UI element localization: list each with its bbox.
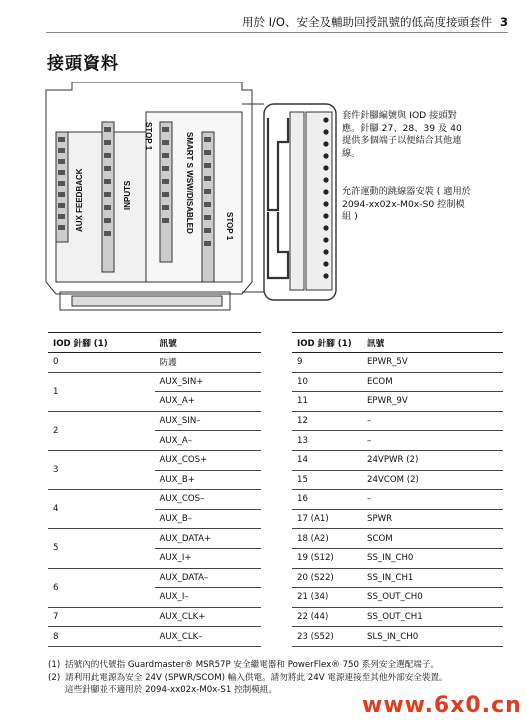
page-header [242,14,508,30]
table-row [292,392,503,412]
signal-cell: ECOM [362,372,503,392]
signal-cell: EPWR_9V [362,392,503,412]
signal-cell: – [362,431,503,451]
table-row [292,548,503,568]
table-row [292,411,503,431]
connector-diagram [42,82,338,314]
table-row: AUX_I+ [48,548,261,568]
watermark-logo: www.6x0.cn [362,693,522,718]
pin-cell: 15 [292,470,362,490]
label-stop-bottom: STOP 1 [225,212,234,241]
table-row: 5 AUX_DATA+ [48,529,261,549]
pin-cell: 21 (34) [292,588,362,608]
figure-note-jumper: 允許運動的跳線器安裝 ( 適用於 2094-xx02x-M0x-S0 控制模組 ) [342,186,471,222]
header-rule [46,32,508,33]
table-row [292,372,503,392]
table-row: AUX_A+ [48,392,261,412]
col-signal: 訊號 [362,333,503,353]
table-row: 3 AUX_COS+ [48,450,261,470]
pin-cell: 16 [292,490,362,510]
label-stop-top: STOP 1 [144,122,153,151]
table-row: AUX_B+ [48,470,261,490]
pin-cell: 13 [292,431,362,451]
footnote-1: 括號內的代號指 Guardmaster® MSR57P 安全繼電器和 PowerFlex® 750 系列安全選配端子。 [65,660,440,670]
table-row: 1 AUX_SIN+ [48,372,261,392]
table-row [292,431,503,451]
col-signal: 訊號 [155,333,262,353]
table-row: AUX_B– [48,509,261,529]
signal-cell: SS_IN_CH1 [362,568,503,588]
signal-cell: SS_OUT_CH0 [362,588,503,608]
table-row [292,529,503,549]
signal-cell: – [362,490,503,510]
pin-table-right [292,332,503,647]
footnotes: (1) 括號內的代號指 Guardmaster® MSR57P 安全繼電器和 PowerFlex® 750 系列安全選配端子。 (2) 請利用此電源為安全 24V (SPWR/SCOM) 輸入供電。請勿將此 24V 電源連接至其他外部安全裝置。 這些針腳並不適用於 2094-xx02x-M0x-S1 控制模組。 [48,660,448,696]
signal-cell: SPWR [362,509,503,529]
signal-cell: 24VCOM (2) [362,470,503,490]
pin-cell: 20 (S22) [292,568,362,588]
pin-cell: 10 [292,372,362,392]
signal-cell: SCOM [362,529,503,549]
table-row: 6 AUX_DATA– [48,568,261,588]
pin-cell: 11 [292,392,362,412]
signal-cell: EPWR_5V [362,353,503,373]
signal-cell: SS_IN_CH0 [362,548,503,568]
table-row: AUX_I– [48,588,261,608]
table-row: AUX_A– [48,431,261,451]
footnote-2-cont: 這些針腳並不適用於 2094-xx02x-M0x-S1 控制模組。 [65,685,278,696]
section-title: 接頭資料 [47,54,119,74]
table-row [292,509,503,529]
pin-cell: 23 (S52) [292,627,362,647]
pin-cell: 14 [292,450,362,470]
col-pin: IOD 針腳 (1) [292,333,362,353]
table-row: 7 AUX_CLK+ [48,607,261,627]
table-row [292,588,503,608]
footnote-2: 請利用此電源為安全 24V (SPWR/SCOM) 輸入供電。請勿將此 24V 電源連接至其他外部安全裝置。 [65,672,448,683]
label-inputs: INPUTS [123,180,132,210]
table-row [292,450,503,470]
page-number: 3 [499,15,508,29]
table-row: 4 AUX_COS– [48,490,261,510]
signal-cell: – [362,411,503,431]
pin-cell: 17 (A1) [292,509,362,529]
label-aux-feedback: AUX FEEDBACK [75,168,84,232]
pin-table-left [48,332,261,647]
pin-cell: 9 [292,353,362,373]
figure-note-pins: 套件針腳編號與 IOD 接頭對應。針腳 27、28、39 及 40 提供多個端子以便結合其他連線。 [342,110,462,159]
signal-cell: SS_OUT_CH1 [362,607,503,627]
table-row: 0 防護 [48,353,261,373]
header-title: 用於 I/O、安全及輔助回授訊號的低高度接頭套件 [242,15,492,29]
pin-cell: 18 (A2) [292,529,362,549]
table-row [292,490,503,510]
table-row: 8 AUX_CLK– [48,627,261,647]
label-smart-out: SMART S WSW/DISABLED [185,132,194,234]
table-row [292,470,503,490]
signal-cell: 24VPWR (2) [362,450,503,470]
table-row [292,568,503,588]
table-row [292,627,503,647]
signal-cell: SLS_IN_CH0 [362,627,503,647]
pin-cell: 22 (44) [292,607,362,627]
table-row [292,607,503,627]
table-row: 2 AUX_SIN– [48,411,261,431]
pin-cell: 12 [292,411,362,431]
col-pin: IOD 針腳 (1) [48,333,155,353]
pin-cell: 19 (S12) [292,548,362,568]
table-row [292,353,503,373]
